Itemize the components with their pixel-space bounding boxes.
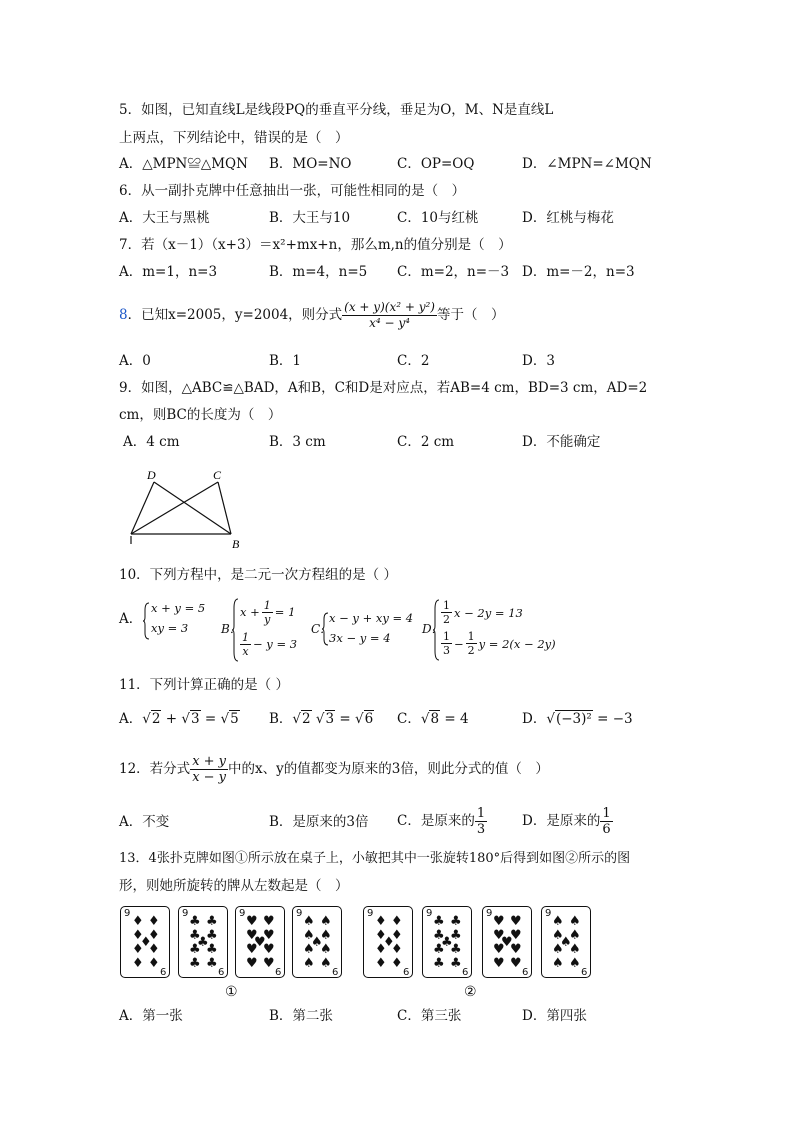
q12-option-d-den: 6 (602, 822, 611, 837)
q10-d-eq1 (441, 597, 561, 628)
q10-b-eq1-num: 1 (263, 598, 271, 612)
diamond-icon: ♦ (391, 956, 403, 971)
card-rank: 9 (426, 908, 433, 919)
q10-b-eq1 (240, 596, 300, 628)
q10-b-eq1-den: y (264, 612, 271, 626)
club-icon: ♣ (433, 956, 445, 971)
q11-option-d-label: D． (522, 711, 547, 727)
spade-icon: ♠ (569, 956, 581, 971)
heart-icon: ♥ (246, 928, 258, 943)
brace-icon (232, 598, 239, 662)
club-icon: ♣ (433, 942, 445, 957)
q10-option-b-label: B． (221, 622, 242, 636)
q10-b-eq2-frac (240, 631, 251, 658)
card-clubs-9 (178, 906, 228, 978)
q8-option-b: B．1 (269, 353, 302, 369)
q5-option-b: B．MO=NO (269, 156, 352, 172)
q10-a-eq2: xy = 3 (151, 621, 189, 635)
q11-stem: 11．下列计算正确的是（ ） (119, 677, 289, 693)
q7-option-a: A．m=1，n=3 (119, 264, 218, 280)
q10-option-d-label: D． (422, 622, 444, 636)
q9-label-d: D (147, 468, 156, 482)
q10-d-eq2-d1: 3 (443, 644, 450, 657)
q11-option-c-label: C． (397, 711, 421, 727)
q12-option-d-num: 1 (602, 806, 611, 821)
q11-option-a: A．√2 + √3 = √5 (119, 711, 239, 727)
figure-1-label: ① (225, 984, 238, 1000)
q5-option-c: C．OP=OQ (397, 156, 475, 172)
card-hearts-9-fig2 (482, 906, 532, 978)
club-icon: ♣ (433, 928, 445, 943)
q10-option-c-label: C． (311, 622, 333, 636)
club-icon: ♣ (206, 928, 218, 943)
diamond-icon: ♦ (391, 928, 403, 943)
q8-stem-post: 等于（ ） (436, 307, 505, 323)
spade-icon: ♠ (320, 914, 332, 929)
card-rank: 9 (461, 965, 468, 976)
heart-icon: ♥ (254, 935, 266, 950)
diamond-icon: ♦ (132, 914, 144, 929)
q10-d-eq1-den: 2 (443, 613, 450, 626)
q8-stem (119, 298, 504, 332)
q8-option-a: A．0 (119, 353, 151, 369)
q8-fraction-denominator: x⁴ − y⁴ (369, 316, 410, 330)
q9-stem-line1: 9．如图，△ABC≌△BAD，A和B，C和D是对应点，若AB=4 cm，BD=3 cm，AD=2 (119, 380, 648, 396)
q11-d-result: = −3 (597, 711, 633, 727)
q11-a-equals: = (204, 711, 217, 727)
diamond-icon: ♦ (383, 935, 395, 950)
card-rank: 9 (580, 965, 587, 976)
q11-a-plus: + (165, 711, 178, 727)
q11-a-radicand1: 2 (151, 711, 161, 727)
card-rank: 9 (296, 908, 303, 919)
q10-option-a-label: A． (119, 611, 143, 627)
diamond-icon: ♦ (148, 914, 160, 929)
heart-icon: ♥ (246, 914, 258, 929)
q12-stem-post: 中的x、y的值都变为原来的3倍，则此分式的值（ ） (228, 761, 549, 777)
q10-d-eq2-n2: 1 (467, 630, 475, 643)
q10-system-d (433, 597, 561, 659)
q9-option-c: C．2 cm (397, 434, 455, 450)
q12-option-c-num: 1 (476, 806, 486, 821)
club-icon: ♣ (189, 956, 201, 971)
q11-b-equals: = (339, 711, 351, 727)
q12-option-c (397, 800, 487, 842)
diamond-icon: ♦ (391, 914, 403, 929)
card-rank: 9 (545, 908, 552, 919)
q9-figure-edge-ad (131, 482, 154, 534)
q12-fraction (190, 754, 228, 785)
q10-b-eq2-den: x (242, 644, 249, 658)
q7-stem: 7．若（x－1）（x+3）＝x²+mx+n，那么m,n的值分别是（ ） (119, 237, 512, 253)
q5-option-a: A．△MPN≌△MQN (119, 156, 248, 172)
spade-icon: ♠ (303, 928, 315, 943)
card-rank: 9 (182, 908, 189, 919)
heart-icon: ♥ (493, 956, 505, 971)
club-icon: ♣ (197, 935, 209, 950)
q9-figure (118, 464, 253, 552)
q13-option-a: A．第一张 (119, 1008, 183, 1024)
q9-figure-edge-ac (131, 482, 218, 534)
q8-stem-pre: ．已知x=2005，y=2004，则分式 (127, 307, 343, 323)
q11-b-radicand2: 3 (325, 711, 335, 727)
club-icon: ♣ (206, 942, 218, 957)
q10-d-eq2-post: y = 2(x − 2y) (478, 636, 556, 651)
q10-b-eq2-post: − y = 3 (253, 637, 298, 651)
spade-icon: ♠ (552, 914, 564, 929)
q8-fraction (342, 300, 437, 331)
card-rank: 9 (331, 965, 338, 976)
club-icon: ♣ (450, 942, 462, 957)
diamond-icon: ♦ (375, 942, 387, 957)
club-icon: ♣ (206, 956, 218, 971)
heart-icon: ♥ (263, 928, 275, 943)
card-rank: 9 (239, 908, 246, 919)
card-diamonds-9-fig2 (363, 906, 413, 978)
q7-option-c: C．m=2，n=－3 (397, 264, 510, 280)
club-icon: ♣ (206, 914, 218, 929)
q11-d-radicand: (−3)² (555, 711, 592, 727)
q11-option-b: B．√2 √3 = √6 (269, 711, 374, 727)
spade-icon: ♠ (303, 942, 315, 957)
q10-d-eq2-frac1 (441, 630, 452, 657)
q7-option-b: B．m=4，n=5 (269, 264, 368, 280)
diamond-icon: ♦ (132, 942, 144, 957)
q6-stem: 6．从一副扑克牌中任意抽出一张，可能性相同的是（ ） (119, 183, 466, 199)
card-rank: 9 (217, 965, 224, 976)
q10-d-eq2-frac2 (466, 630, 477, 657)
q9-label-c: C (213, 468, 222, 482)
spade-icon: ♠ (320, 956, 332, 971)
card-rank: 9 (274, 965, 281, 976)
card-rank: 9 (124, 908, 131, 919)
card-spades-9-fig2 (541, 906, 591, 978)
club-icon: ♣ (189, 914, 201, 929)
q12-option-c-text: C．是原来的 (397, 813, 475, 829)
heart-icon: ♥ (263, 942, 275, 957)
q11-c-result: = 4 (444, 711, 469, 727)
heart-icon: ♥ (246, 942, 258, 957)
spade-icon: ♠ (303, 914, 315, 929)
q10-stem: 10．下列方程中，是二元一次方程组的是（ ） (119, 567, 397, 583)
q11-a-radicand2: 3 (190, 711, 200, 727)
q12-option-c-frac (475, 806, 487, 837)
q5-option-d: D．∠MPN=∠MQN (522, 156, 652, 172)
club-icon: ♣ (450, 928, 462, 943)
q6-option-b: B．大王与10 (269, 210, 351, 226)
q12-fraction-denominator: x − y (192, 770, 227, 785)
q13-option-d: D．第四张 (522, 1008, 587, 1024)
q10-system-a (143, 598, 205, 638)
q8-option-d: D．3 (522, 353, 555, 369)
heart-icon: ♥ (493, 914, 505, 929)
q11-b-radicand3: 6 (364, 711, 374, 727)
q11-a-radicand3: 5 (230, 711, 239, 727)
q6-option-d: D．红桃与梅花 (522, 210, 614, 226)
card-rank: 9 (521, 965, 528, 976)
q11-option-a-label: A． (119, 711, 143, 727)
q12-option-c-den: 3 (476, 822, 486, 837)
brace-icon (433, 599, 440, 661)
q11-option-c: C．√8 = 4 (397, 711, 469, 727)
heart-icon: ♥ (493, 928, 505, 943)
heart-icon: ♥ (493, 942, 505, 957)
club-icon: ♣ (189, 942, 201, 957)
q11-option-b-label: B． (269, 711, 293, 727)
card-spades-9 (292, 906, 342, 978)
q12-stem-pre: 12．若分式 (119, 761, 191, 777)
q5-stem-line2: 上两点，下列结论中，错误的是（ ） (119, 130, 349, 146)
q9-option-a: A．4 cm (123, 434, 180, 450)
brace-icon (143, 602, 150, 640)
q12-stem (119, 750, 549, 788)
q8-number: 8 (119, 307, 128, 323)
q10-d-eq1-frac (441, 599, 452, 626)
q7-option-d: D．m=－2，n=3 (522, 264, 635, 280)
q10-d-eq2-mid: − (454, 636, 464, 651)
q6-option-a: A．大王与黑桃 (119, 210, 210, 226)
spade-icon: ♠ (552, 928, 564, 943)
diamond-icon: ♦ (375, 914, 387, 929)
diamond-icon: ♦ (132, 928, 144, 943)
spade-icon: ♠ (552, 942, 564, 957)
figure-2-label: ② (464, 984, 477, 1000)
q13-stem-line1: 13．4张扑克牌如图①所示放在桌子上，小敏把其中一张旋转180°后得到如图②所示的图 (119, 851, 631, 866)
spade-icon: ♠ (560, 935, 572, 950)
club-icon: ♣ (441, 935, 453, 950)
club-icon: ♣ (189, 928, 201, 943)
q9-label-b: B (232, 537, 240, 551)
card-rank: 9 (402, 965, 409, 976)
heart-icon: ♥ (510, 928, 522, 943)
q10-c-eq1: x − y + xy = 4 (329, 611, 414, 625)
heart-icon: ♥ (501, 935, 513, 950)
q10-d-eq1-num: 1 (443, 599, 450, 612)
q13-stem-line2: 形，则她所旋转的牌从左数起是（ ） (119, 878, 349, 894)
card-rank: 9 (159, 965, 166, 976)
diamond-icon: ♦ (148, 942, 160, 957)
heart-icon: ♥ (263, 914, 275, 929)
q5-stem-line1: 5．如图，已知直线L是线段PQ的垂直平分线，垂足为O，M、N是直线L (119, 102, 554, 118)
q12-option-b: B．是原来的3倍 (269, 814, 369, 830)
q9-stem-line2: cm，则BC的长度为（ ） (119, 407, 282, 423)
brace-icon (322, 612, 329, 646)
q10-a-eq1: x + y = 5 (151, 601, 206, 615)
q10-d-eq2 (441, 628, 561, 659)
spade-icon: ♠ (552, 956, 564, 971)
heart-icon: ♥ (510, 956, 522, 971)
q10-system-b (232, 596, 300, 660)
q11-c-radicand: 8 (430, 711, 440, 727)
q12-option-d-text: D．是原来的 (522, 813, 601, 829)
spade-icon: ♠ (320, 942, 332, 957)
diamond-icon: ♦ (375, 928, 387, 943)
q10-b-eq1-post: = 1 (274, 605, 296, 619)
q11-option-d: D．√(−3)² = −3 (522, 711, 633, 727)
q9-option-d: D．不能确定 (522, 434, 601, 450)
card-hearts-9 (235, 906, 285, 978)
spade-icon: ♠ (303, 956, 315, 971)
spade-icon: ♠ (311, 935, 323, 950)
card-rank: 9 (367, 908, 374, 919)
q10-b-eq2-num: 1 (242, 630, 249, 644)
club-icon: ♣ (433, 914, 445, 929)
club-icon: ♣ (450, 914, 462, 929)
diamond-icon: ♦ (375, 956, 387, 971)
q13-option-b: B．第二张 (269, 1008, 333, 1024)
q8-option-c: C．2 (397, 353, 430, 369)
heart-icon: ♥ (263, 956, 275, 971)
card-clubs-9-fig2 (422, 906, 472, 978)
q12-option-d (522, 800, 613, 842)
q13-option-c: C．第三张 (397, 1008, 462, 1024)
diamond-icon: ♦ (148, 928, 160, 943)
q10-system-c (322, 608, 413, 648)
card-diamonds-9 (120, 906, 170, 978)
heart-icon: ♥ (510, 914, 522, 929)
diamond-icon: ♦ (391, 942, 403, 957)
q10-d-eq2-d2: 2 (467, 644, 475, 657)
q11-b-radicand1: 2 (302, 711, 311, 727)
spade-icon: ♠ (569, 942, 581, 957)
spade-icon: ♠ (569, 928, 581, 943)
q12-option-d-frac (600, 806, 612, 837)
q9-option-b: B．3 cm (269, 434, 326, 450)
heart-icon: ♥ (510, 942, 522, 957)
club-icon: ♣ (450, 956, 462, 971)
q12-fraction-numerator: x + y (192, 754, 227, 769)
q10-d-eq1-post: x − 2y = 13 (454, 605, 523, 620)
spade-icon: ♠ (320, 928, 332, 943)
q10-c-eq2: 3x − y = 4 (329, 631, 391, 645)
q12-option-a: A．不变 (119, 814, 170, 830)
diamond-icon: ♦ (148, 956, 160, 971)
q6-option-c: C．10与红桃 (397, 210, 479, 226)
heart-icon: ♥ (246, 956, 258, 971)
card-rank: 9 (486, 908, 493, 919)
diamond-icon: ♦ (132, 956, 144, 971)
q10-b-eq2 (240, 628, 300, 660)
q10-b-eq1-pre: x + (240, 605, 260, 619)
q10-b-eq1-frac (262, 599, 273, 626)
diamond-icon: ♦ (140, 935, 152, 950)
spade-icon: ♠ (569, 914, 581, 929)
q8-fraction-numerator: (x + y)(x² + y²) (344, 300, 435, 314)
q10-d-eq2-n1: 1 (443, 630, 450, 643)
